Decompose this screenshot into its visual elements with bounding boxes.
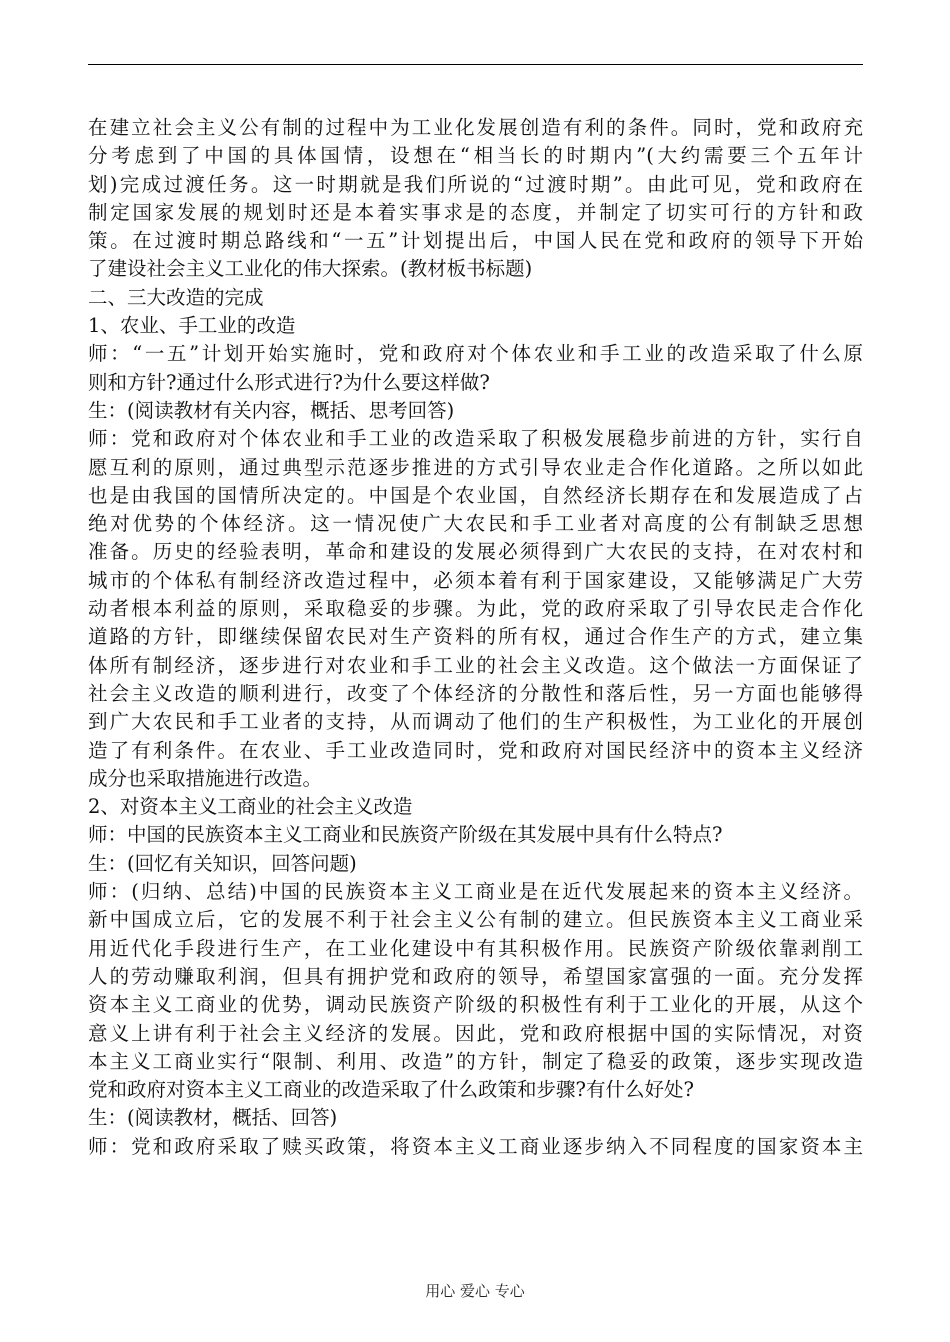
text-line: 二、三大改造的完成 xyxy=(88,285,264,309)
document-body xyxy=(88,114,863,1161)
text-line: 了建设社会主义工业化的伟大探索。(教材板书标题) xyxy=(88,257,533,281)
text-line: 意义上讲有利于社会主义经济的发展。因此，党和政府根据中国的实际情况，对资 xyxy=(88,1021,863,1045)
text-line: 划)完成过渡任务。这一时期就是我们所说的“过渡时期”。由此可见，党和政府在 xyxy=(88,172,863,196)
text-line: 到广大农民和手工业者的支持，从而调动了他们的生产积极性，为工业化的开展创 xyxy=(88,710,863,734)
text-line: 动者根本利益的原则，采取稳妥的步骤。为此，党的政府采取了引导农民走合作化 xyxy=(88,597,863,621)
text-line: 成分也采取措施进行改造。 xyxy=(88,766,323,790)
text-line: 在建立社会主义公有制的过程中为工业化发展创造有利的条件。同时，党和政府充 xyxy=(88,116,863,139)
header-rule xyxy=(88,64,863,65)
text-line: 道路的方针，即继续保留农民对生产资料的所有权，通过合作生产的方式，建立集 xyxy=(88,625,863,649)
text-line: 生：(回忆有关知识，回答问题) xyxy=(88,851,357,875)
text-line: 则和方针?通过什么形式进行?为什么要这样做? xyxy=(88,370,490,394)
text-line: 师：(归纳、总结)中国的民族资本主义工商业是在近代发展起来的资本主义经济。 xyxy=(88,880,863,904)
text-line: 造了有利条件。在农业、手工业改造同时，党和政府对国民经济中的资本主义经济 xyxy=(88,738,863,762)
text-line: 生：(阅读教材有关内容，概括、思考回答) xyxy=(88,398,455,422)
text-line: 生：(阅读教材，概括、回答) xyxy=(88,1106,338,1130)
text-line: 本主义工商业实行“限制、利用、改造”的方针，制定了稳妥的政策，逐步实现改造 xyxy=(88,1049,863,1073)
text-line: 资本主义工商业的优势，调动民族资产阶级的积极性有利于工业化的开展，从这个 xyxy=(88,993,863,1017)
text-line: 准备。历史的经验表明，革命和建设的发展必须得到广大农民的支持，在对农村和 xyxy=(88,540,863,564)
text-line: 愿互利的原则，通过典型示范逐步推进的方式引导农业走合作化道路。之所以如此 xyxy=(88,455,863,479)
text-line: 体所有制经济，逐步进行对农业和手工业的社会主义改造。这个做法一方面保证了 xyxy=(88,653,863,677)
text-line: 社会主义改造的顺利进行，改变了个体经济的分散性和落后性，另一方面也能够得 xyxy=(88,681,863,705)
text-line: 师：党和政府采取了赎买政策，将资本主义工商业逐步纳入不同程度的国家资本主 xyxy=(88,1134,863,1158)
text-line: 人的劳动赚取利润，但具有拥护党和政府的领导，希望国家富强的一面。充分发挥 xyxy=(88,964,863,988)
text-line: 也是由我国的国情所决定的。中国是个农业国，自然经济长期存在和发展造成了占 xyxy=(88,483,863,507)
text-line: 2、对资本主义工商业的社会主义改造 xyxy=(88,795,413,819)
text-line: 党和政府对资本主义工商业的改造采取了什么政策和步骤?有什么好处? xyxy=(88,1078,694,1102)
text-line: 用近代化手段进行生产，在工业化建设中有其积极作用。民族资产阶级依靠剥削工 xyxy=(88,936,863,960)
text-line: 新中国成立后，它的发展不利于社会主义公有制的建立。但民族资本主义工商业采 xyxy=(88,908,863,932)
text-line: 1、农业、手工业的改造 xyxy=(88,314,296,338)
text-line: 分考虑到了中国的具体国情，设想在“相当长的时期内”(大约需要三个五年计 xyxy=(88,144,863,168)
text-line: 师：党和政府对个体农业和手工业的改造采取了积极发展稳步前进的方针，实行自 xyxy=(88,427,863,451)
text-line: 师：“一五”计划开始实施时，党和政府对个体农业和手工业的改造采取了什么原 xyxy=(88,342,863,366)
text-line: 制定国家发展的规划时还是本着实事求是的态度，并制定了切实可行的方针和政 xyxy=(88,200,863,224)
page-footer: 用心 爱心 专心 xyxy=(425,1282,525,1300)
text-line: 师：中国的民族资本主义工商业和民族资产阶级在其发展中具有什么特点? xyxy=(88,823,723,847)
text-line: 绝对优势的个体经济。这一情况使广大农民和手工业者对高度的公有制缺乏思想 xyxy=(88,512,863,536)
text-line: 城市的个体私有制经济改造过程中，必须本着有利于国家建设，又能够满足广大劳 xyxy=(88,568,863,592)
text-line: 策。在过渡时期总路线和“一五”计划提出后，中国人民在党和政府的领导下开始 xyxy=(88,229,863,253)
